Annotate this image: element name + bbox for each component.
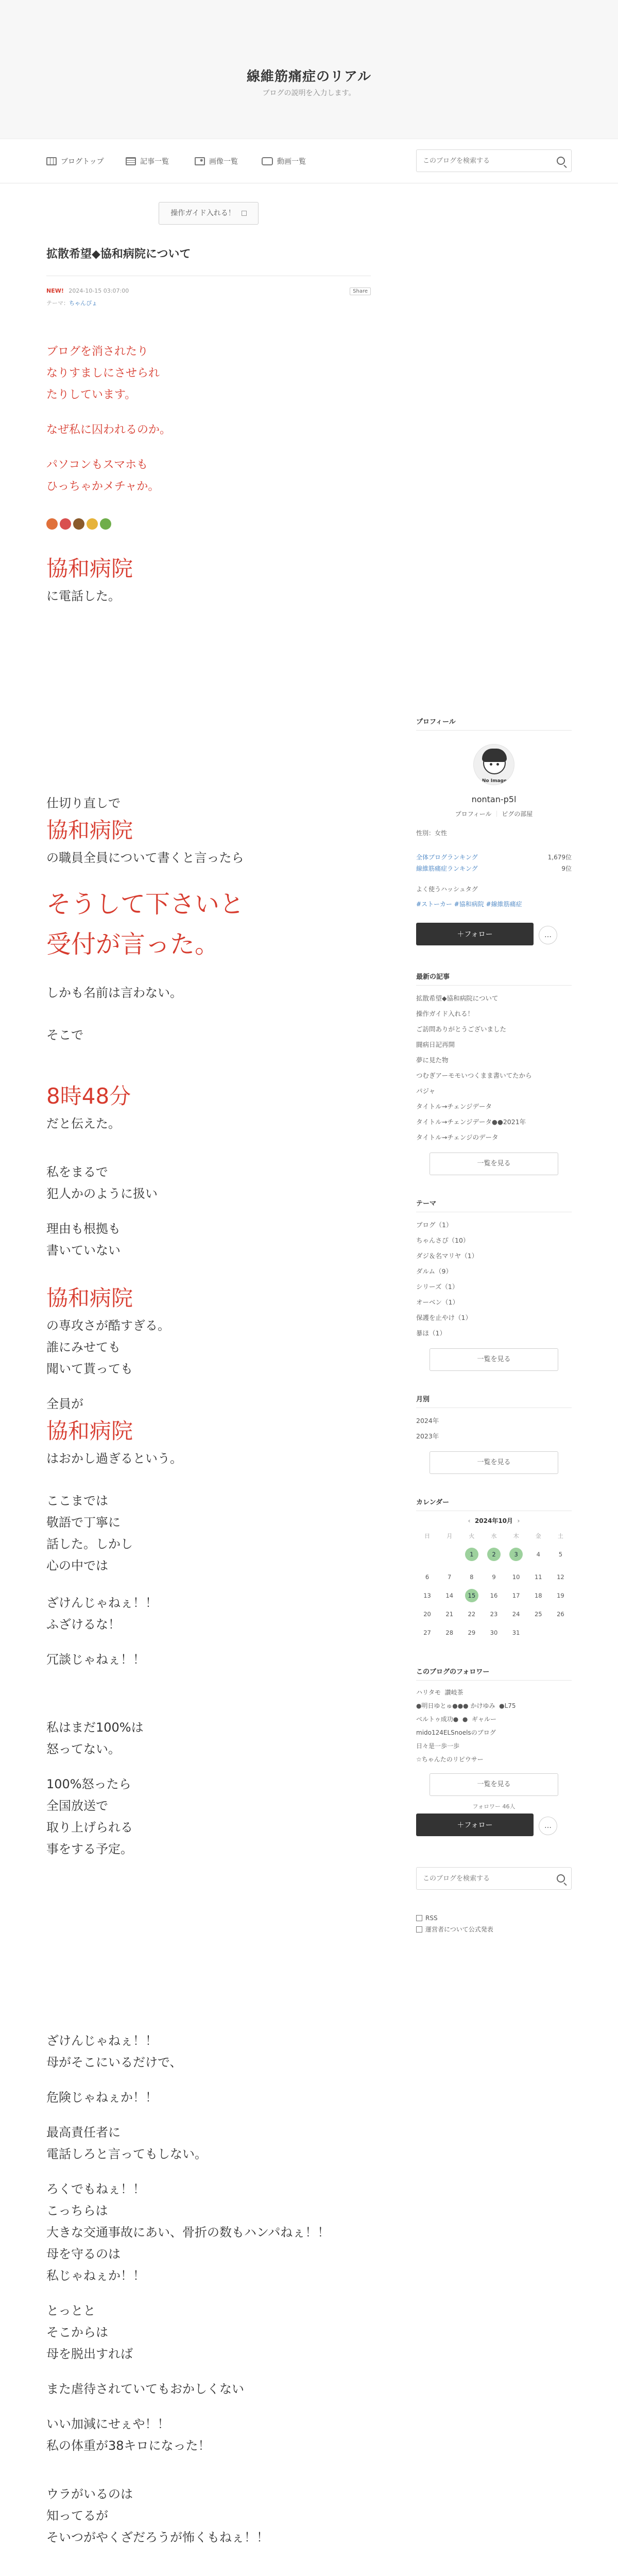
avatar-caption: No Image: [482, 778, 507, 784]
calendar-day-number: 20: [423, 1611, 431, 1618]
follow-button[interactable]: ＋フォロー: [416, 1814, 534, 1836]
body-line: 怒ってない。: [46, 1742, 121, 1756]
body-line: とっとと: [46, 2303, 96, 2318]
follower-link[interactable]: 讃岐茶: [444, 1689, 464, 1696]
body-line: はおかし過ぎるという。: [46, 1451, 182, 1466]
body-line: そこからは: [46, 2325, 108, 2340]
calendar-day: [550, 1589, 572, 1602]
body-line: たりしています。: [46, 388, 136, 401]
body-line: 私じゃねぇか！！: [46, 2268, 145, 2283]
calendar-day: [438, 1570, 460, 1584]
calendar-next-icon[interactable]: ›: [517, 1517, 520, 1524]
calendar-day-posted[interactable]: 15: [465, 1589, 478, 1602]
body-line: 母を脱出すれば: [46, 2347, 133, 2361]
body-line: 最高責任者に: [46, 2125, 121, 2140]
profile-heading: プロフィール: [416, 716, 572, 731]
follower-link[interactable]: ギャルー: [471, 1716, 496, 1723]
body-line: 全員が: [46, 1397, 83, 1411]
body-line: 事をする予定。: [46, 1842, 133, 1856]
calendar-day: [416, 1607, 438, 1621]
calendar-day: [416, 1626, 438, 1643]
rss-icon: [416, 1915, 422, 1921]
hashtag[interactable]: #線維筋痛症: [486, 901, 522, 908]
body-line: 話した。しかし: [46, 1537, 133, 1551]
nav-blog-top-label: ブログトップ: [61, 158, 104, 166]
calendar-day: [527, 1607, 550, 1621]
calendar-weekday: 水: [491, 1533, 497, 1539]
body-line: 大きな交通事故にあい、骨折の数もハンパねぇ！！: [46, 2225, 330, 2240]
calendar-day: [527, 1589, 550, 1602]
calendar-day-posted[interactable]: 3: [509, 1548, 523, 1561]
site-header: [0, 0, 618, 139]
ranking-row[interactable]: [416, 863, 572, 874]
body-line: 理由も根拠も: [46, 1222, 121, 1236]
share-button[interactable]: Share: [350, 287, 371, 295]
body-line: 冗談じゃねぇ！！: [46, 1652, 145, 1667]
body-line: こっちらは: [46, 2204, 108, 2218]
body-line: また虐待されていてもおかしくない: [46, 2382, 244, 2396]
archive-more-button[interactable]: 一覧を見る: [430, 1451, 558, 1474]
body-line: なぜ私に囚われるのか。: [46, 423, 171, 436]
nav-image-list-label: 画像一覧: [209, 158, 238, 166]
body-line: に電話した。: [46, 589, 121, 603]
calendar-month-label: 2024年10月: [474, 1517, 513, 1524]
body-line-large: 8時48分: [46, 1083, 131, 1109]
calendar-day-number: 23: [490, 1611, 498, 1618]
body-line: ざけんじゃねぇ！！: [46, 2033, 158, 2048]
body-line: なりすましにさせられ: [46, 367, 160, 380]
hashtag-list: [416, 900, 572, 908]
report-label: 運営者について公式発表: [425, 1926, 493, 1933]
body-line: 知ってるが: [46, 2509, 108, 2523]
body-line: の職員全員について書くと言ったら: [46, 851, 244, 865]
body-line: 母がそこにいるだけで、: [46, 2055, 182, 2070]
nav-entry-list-label: 記事一覧: [140, 158, 169, 166]
calendar-day: [438, 1548, 460, 1565]
hashtag[interactable]: #ストーカー: [416, 901, 452, 908]
body-line: 私はまだ100%は: [46, 1720, 144, 1735]
body-line: ふざけるな！: [46, 1617, 121, 1632]
body-line: ざけんじゃねぇ！！: [46, 1596, 158, 1610]
blog-description: ブログの説明を入力します。: [262, 89, 356, 97]
follower-link[interactable]: ●明日ゆとゅ●●● かけゆみ: [416, 1702, 495, 1709]
calendar-section: [416, 1497, 572, 1643]
follower-count-value: 46人: [502, 1803, 516, 1810]
calendar-day-number: 24: [512, 1611, 520, 1618]
calendar-grid: [416, 1530, 572, 1643]
entry-theme-link[interactable]: ちゃんぴょ: [69, 300, 97, 307]
follower-link[interactable]: 日々是一歩一歩: [416, 1742, 460, 1750]
calendar-prev-icon[interactable]: ‹: [468, 1517, 471, 1524]
hashtag-label: よく使うハッシュタグ: [416, 886, 478, 893]
calendar-day-number: 17: [512, 1592, 520, 1599]
emoji-icon: [46, 518, 58, 530]
profile-gender: [416, 828, 572, 837]
search-icon[interactable]: [557, 1874, 565, 1883]
theme-link[interactable]: ちゃんさぴ（10）: [416, 1236, 470, 1244]
calendar-day: [438, 1607, 460, 1621]
theme-link[interactable]: ブログ（1）: [416, 1221, 453, 1229]
calendar-day: [505, 1626, 527, 1643]
ranking-label: 線維筋痛症ランキング: [416, 865, 478, 872]
blog-title[interactable]: 線維筋痛症のリアル: [247, 69, 371, 84]
calendar-weekday: 火: [469, 1533, 475, 1539]
recent-entry-link[interactable]: パジャ: [416, 1087, 436, 1095]
theme-link[interactable]: 保護を止やけ（1）: [416, 1314, 472, 1321]
avatar-eye: [496, 763, 499, 766]
follower-link[interactable]: mido124ELSnoelsのブログ: [416, 1729, 496, 1736]
calendar-day-number: 31: [512, 1629, 520, 1636]
calendar-day-number: 25: [534, 1611, 542, 1618]
emoji-icon: [60, 518, 71, 530]
follower-list: [416, 1686, 572, 1766]
calendar-day-number: 22: [468, 1611, 476, 1618]
recent-entry-link[interactable]: タイトル→チェンジデータ●●2021年: [416, 1118, 526, 1126]
recent-entry-link[interactable]: タイトル→チェンジデータ: [416, 1103, 492, 1110]
emoji-icon: [73, 518, 84, 530]
gender-label: 性別：: [416, 829, 435, 837]
recent-entry-link[interactable]: 闘病日記再開: [416, 1041, 455, 1048]
followers-heading: このブログのフォロワー: [416, 1666, 572, 1681]
calendar-day-posted[interactable]: 2: [487, 1548, 501, 1561]
gender-value: 女性: [435, 829, 448, 837]
follower-link[interactable]: ●L75: [499, 1702, 516, 1709]
calendar-day: [505, 1570, 527, 1584]
calendar-month-nav: [416, 1516, 572, 1525]
calendar-day: [416, 1570, 438, 1584]
body-line: そいつがやくざだろうが怖くもねぇ！！: [46, 2530, 269, 2545]
calendar-weekday: 金: [535, 1533, 541, 1539]
calendar-day: [438, 1626, 460, 1643]
body-line: 全国放送で: [46, 1799, 108, 1813]
calendar-day: [483, 1626, 505, 1643]
avatar[interactable]: [473, 744, 514, 785]
calendar-day: [483, 1607, 505, 1621]
body-line: そこで: [46, 1028, 83, 1042]
calendar-day: [460, 1626, 483, 1643]
entry-meta: [46, 287, 371, 311]
home-icon: [46, 157, 57, 165]
profile-actions: [416, 923, 572, 945]
body-line: ウラがいるのは: [46, 2487, 133, 2501]
ranking-list: [416, 852, 572, 874]
body-line: パソコンもスマホも: [46, 459, 148, 471]
body-line: 私の体重が38キロになった！: [46, 2438, 211, 2453]
list-icon: [126, 157, 136, 165]
sidebar: [416, 716, 572, 1935]
theme-link[interactable]: シリーズ（1）: [416, 1283, 459, 1291]
pigg-room-link[interactable]: ピグの部屋: [502, 810, 533, 818]
calendar-day-number: 12: [557, 1573, 564, 1581]
nav-video-list[interactable]: [262, 156, 306, 167]
close-icon[interactable]: [242, 211, 247, 216]
calendar-day-number: 16: [490, 1592, 498, 1599]
nav-image-list[interactable]: [195, 156, 238, 167]
calendar-weekday: 月: [447, 1533, 453, 1539]
body-line: だと伝えた。: [46, 1116, 121, 1131]
calendar-day-posted[interactable]: 1: [465, 1548, 478, 1561]
calendar-day-number: 8: [470, 1573, 474, 1581]
calendar-day-number: 10: [512, 1573, 520, 1581]
calendar-day[interactable]: [460, 1589, 483, 1602]
calendar-day-number: [554, 1626, 567, 1639]
body-line-large: 協和病院: [46, 1418, 133, 1444]
recent-entry-link[interactable]: ご訪問ありがとうございました: [416, 1025, 507, 1033]
body-line: 危険じゃねぇか！！: [46, 2090, 158, 2105]
followers-actions: [416, 1814, 572, 1836]
body-line: しかも名前は言わない。: [46, 986, 182, 1000]
body-line: 100%怒ったら: [46, 1777, 131, 1791]
body-line: の専攻さが酷すぎる。: [46, 1318, 170, 1333]
recent-entries-section: [416, 971, 572, 1175]
calendar-day-number: 21: [445, 1611, 454, 1618]
calendar-day-number: 6: [425, 1573, 430, 1581]
body-line-large: 協和病院: [46, 1285, 133, 1311]
search-icon[interactable]: [557, 157, 565, 165]
recent-entry-link[interactable]: 操作ガイド入れる！: [416, 1010, 474, 1018]
follow-button[interactable]: ＋フォロー: [416, 923, 534, 945]
follower-link[interactable]: ベルトゥ成功●: [416, 1716, 459, 1723]
theme-link[interactable]: ダジ＆名マリヤ（1）: [416, 1252, 478, 1260]
calendar-day-number: 13: [423, 1592, 431, 1599]
more-options-button[interactable]: …: [539, 1817, 557, 1835]
calendar-day: [505, 1589, 527, 1602]
calendar-day: [416, 1589, 438, 1602]
calendar-day: [550, 1548, 572, 1565]
recent-entry-link[interactable]: タイトル→チェンジのデータ: [416, 1133, 499, 1141]
calendar-day: [438, 1589, 460, 1602]
body-line: 誰にみせても: [46, 1340, 121, 1354]
follower-link[interactable]: ●: [462, 1716, 468, 1723]
image-icon: [195, 157, 205, 165]
calendar-day-number: 9: [492, 1573, 496, 1581]
followers-section: [416, 1666, 572, 1836]
emoji-icon: [100, 518, 111, 530]
calendar-day: [550, 1626, 572, 1643]
calendar-day-number: 18: [534, 1592, 542, 1599]
new-badge: NEW!: [46, 287, 64, 294]
calendar-day[interactable]: [505, 1548, 527, 1565]
calendar-day-number: [531, 1626, 545, 1639]
video-icon: [262, 157, 273, 165]
themes-heading: テーマ: [416, 1198, 572, 1212]
body-line: ひっちゃかメチャか。: [46, 480, 160, 493]
hashtag[interactable]: #協和病院: [454, 901, 484, 908]
guide-ad-label: 操作ガイド入れる！: [170, 209, 235, 217]
recent-heading: 最新の記事: [416, 971, 572, 986]
report-icon: [416, 1926, 422, 1933]
body-line: いい加減にせぇや！！: [46, 2417, 170, 2431]
calendar-day: [527, 1570, 550, 1584]
calendar-day: [550, 1570, 572, 1584]
calendar-day: [527, 1548, 550, 1565]
archive-heading: 月別: [416, 1394, 572, 1408]
rss-link[interactable]: [416, 1912, 572, 1924]
nav-blog-top[interactable]: [46, 156, 104, 167]
calendar-day: [483, 1589, 505, 1602]
entry-title: 拡散希望◆協和病院について: [46, 245, 371, 276]
body-line: 聞いて貰っても: [46, 1362, 133, 1376]
themes-more-button[interactable]: 一覧を見る: [430, 1348, 558, 1371]
calendar-day[interactable]: [483, 1548, 505, 1565]
emoji-row: [46, 518, 371, 532]
followers-more-button[interactable]: 一覧を見る: [430, 1773, 558, 1796]
body-line: 仕切り直しで: [46, 796, 121, 810]
calendar-day-number: 7: [448, 1573, 452, 1581]
calendar-day-number: 14: [445, 1592, 454, 1599]
calendar-day: [505, 1607, 527, 1621]
calendar-day: [460, 1570, 483, 1584]
archive-year-link[interactable]: 2024年: [416, 1417, 439, 1425]
ranking-row[interactable]: [416, 852, 572, 863]
profile-links: [416, 809, 572, 818]
body-line: 取り上げられる: [46, 1820, 133, 1835]
body-line: 私をまるで: [46, 1165, 108, 1179]
header-search-input[interactable]: [417, 150, 551, 172]
avatar-eye: [490, 763, 492, 766]
body-line: ここまでは: [46, 1494, 108, 1508]
calendar-day-number: 5: [558, 1551, 563, 1558]
calendar-weekday: 木: [513, 1533, 519, 1539]
global-nav: [0, 139, 618, 183]
ranking-label: 全体ブログランキング: [416, 854, 478, 861]
entry-theme: [46, 299, 97, 307]
profile-link[interactable]: プロフィール: [455, 810, 492, 818]
follower-count-label: フォロワー: [472, 1803, 501, 1810]
body-line: 電話しろと言ってもしない。: [46, 2147, 207, 2161]
profile-name[interactable]: nontan-p5l: [471, 794, 517, 804]
profile-section: [416, 716, 572, 945]
ad-wrap: [46, 202, 371, 225]
calendar-weekday: 日: [424, 1533, 431, 1539]
calendar-day-number: 28: [445, 1629, 454, 1636]
calendar-day: [460, 1607, 483, 1621]
calendar-day: [416, 1548, 438, 1565]
more-options-button[interactable]: …: [539, 926, 557, 944]
rss-label: RSS: [425, 1914, 438, 1922]
calendar-day-number: 27: [423, 1629, 431, 1636]
calendar-day[interactable]: [460, 1548, 483, 1565]
rss-section: [416, 1912, 572, 1935]
sidebar-search-input[interactable]: [417, 1868, 551, 1889]
guide-ad-button[interactable]: [159, 202, 259, 225]
body-line: ブログを消されたり: [46, 345, 149, 358]
body-line-large: 協和病院: [46, 818, 133, 843]
recent-entry-link[interactable]: 拡散希望◆協和病院について: [416, 994, 499, 1002]
calendar-day: [527, 1626, 550, 1643]
separator: ｜: [493, 810, 500, 818]
nav-video-list-label: 動画一覧: [277, 158, 306, 166]
calendar-day-number: 19: [557, 1592, 564, 1599]
avatar-hair: [482, 749, 507, 762]
body-line: ろくでもねぇ！！: [46, 2182, 145, 2196]
calendar-day-number: 29: [468, 1629, 476, 1636]
calendar-day-number: 26: [557, 1611, 564, 1618]
calendar-day: [550, 1607, 572, 1621]
entry-body: [46, 341, 371, 2576]
body-line: 書いていない: [46, 1243, 121, 1258]
follower-count: [416, 1802, 572, 1810]
body-line: 心の中では: [46, 1558, 108, 1573]
recent-entry-link[interactable]: 夢に見た物: [416, 1056, 449, 1064]
follower-link[interactable]: ハリタモ: [416, 1689, 441, 1696]
emoji-icon: [87, 518, 98, 530]
entry-date: 2024-10-15 03:07:00: [68, 287, 129, 294]
body-line: 敬語で丁寧に: [46, 1515, 121, 1530]
theme-link[interactable]: 暴ほ（1）: [416, 1329, 446, 1337]
archive-section: [416, 1394, 572, 1474]
body-line-large: 協和病院: [46, 556, 133, 581]
recent-entry-link[interactable]: つむぎアーモモいつくまま書いてたから: [416, 1072, 532, 1079]
calendar-day-number: 4: [536, 1551, 540, 1558]
body-line: 犯人かのように扱い: [46, 1187, 158, 1201]
body-line-xlarge: そうして下さいと: [46, 890, 245, 919]
sidebar-search-box: [416, 1867, 572, 1890]
calendar-weekday: 土: [557, 1533, 563, 1539]
body-line-xlarge: 受付が言った。: [46, 930, 220, 959]
ranking-value: 9位: [561, 865, 572, 872]
archive-year-link[interactable]: 2023年: [416, 1432, 439, 1440]
ranking-value: 1,679位: [547, 854, 572, 861]
calendar-day-number: 11: [534, 1573, 542, 1581]
calendar-day-number: 30: [490, 1629, 498, 1636]
follower-link[interactable]: ☆ちゃんたのリピウサー: [416, 1756, 484, 1763]
header-search-box: [416, 149, 572, 172]
calendar-day-number: [421, 1548, 434, 1561]
body-line: 母を守るのは: [46, 2247, 121, 2261]
main-content: [46, 183, 371, 2576]
calendar-day-number: [443, 1548, 456, 1561]
themes-section: [416, 1198, 572, 1371]
entry-theme-label: テーマ：: [46, 300, 69, 307]
theme-link[interactable]: ダルム（9）: [416, 1267, 452, 1275]
calendar-heading: カレンダー: [416, 1497, 572, 1511]
report-link[interactable]: [416, 1924, 572, 1935]
theme-link[interactable]: オーベン（1）: [416, 1298, 459, 1306]
recent-more-button[interactable]: 一覧を見る: [430, 1153, 558, 1175]
calendar-day: [483, 1570, 505, 1584]
nav-entry-list[interactable]: [126, 156, 169, 167]
